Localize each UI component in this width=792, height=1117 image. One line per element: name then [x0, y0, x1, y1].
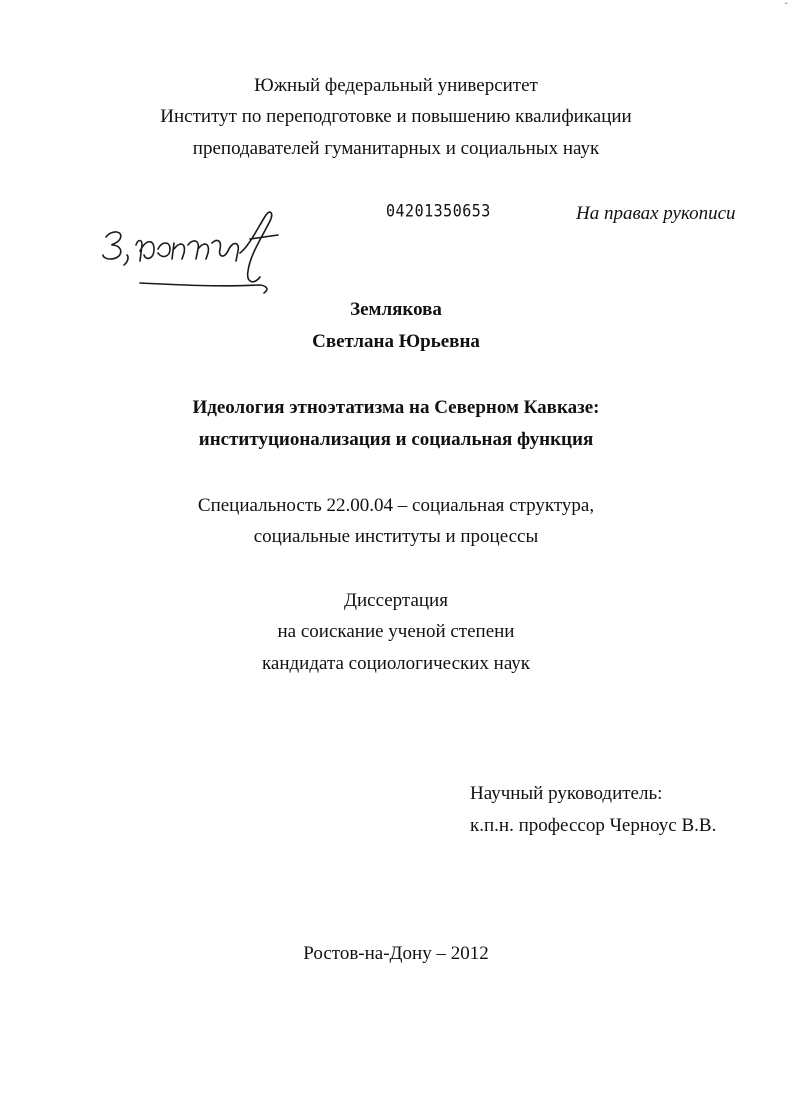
- corner-mark: ˇ: [784, 2, 788, 13]
- specialty-line-2: социальные институты и процессы: [253, 526, 539, 547]
- supervisor-label: Научный руководитель:: [470, 783, 663, 804]
- university-name: Южный федеральный университет: [254, 75, 538, 96]
- degree-line-3: кандидата социологических наук: [261, 653, 531, 674]
- author-given-names: Светлана Юрьевна: [312, 331, 480, 352]
- degree-line-2: на соискание ученой степени: [277, 621, 515, 642]
- dissertation-title-line-2: институционализация и социальная функция: [198, 429, 594, 450]
- specialty-line-1: Специальность 22.00.04 – социальная структура,: [197, 495, 595, 516]
- handwritten-signature: [100, 205, 290, 300]
- manuscript-note: На правах рукописи: [576, 203, 736, 224]
- archive-stamp-number: 04201350653: [386, 201, 491, 222]
- degree-line-1: Диссертация: [344, 590, 448, 611]
- author-surname: Землякова: [350, 299, 442, 320]
- dissertation-title-line-1: Идеология этноэтатизма на Северном Кавказе:: [192, 397, 600, 418]
- supervisor-name: к.п.н. профессор Черноус В.В.: [470, 815, 717, 836]
- institute-line-1: Институт по переподготовке и повышению квалификации: [160, 106, 632, 127]
- city-year: Ростов-на-Дону – 2012: [303, 943, 489, 964]
- institute-line-2: преподавателей гуманитарных и социальных наук: [192, 138, 600, 159]
